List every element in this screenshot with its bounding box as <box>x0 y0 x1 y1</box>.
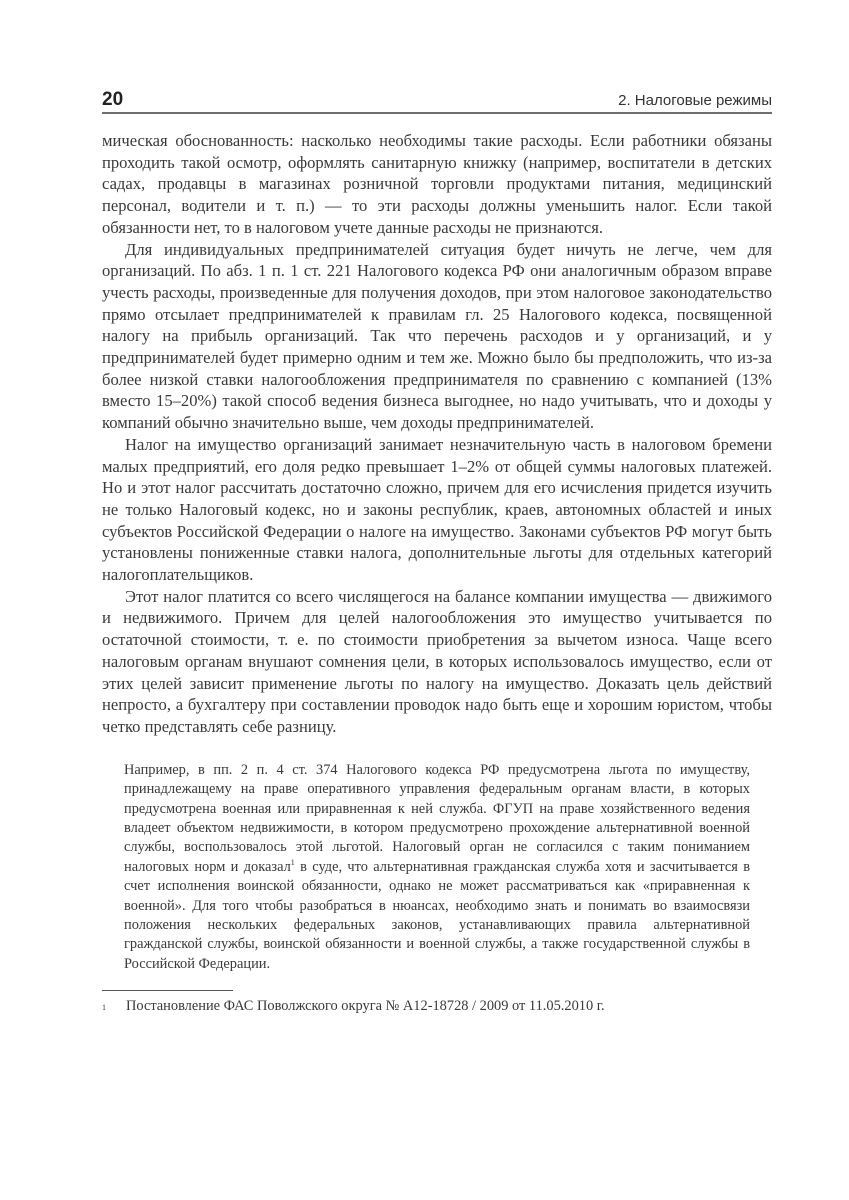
book-page <box>102 86 772 1017</box>
paragraph-property-valuation: Этот налог платится со всего числящегося на балансе компании имущества — движимого и недвижимого. Причем для целей налогообложения это имущество учитывается по остаточной стоимости, т. е. по стоимости приобретения за вычетом износа. Чаще всего налоговым органам внушают сомнения цели, в которых использовалось имущество, если от этих целей зависит применение льготы по налогу на имущество. Доказать цель действий непросто, а бухгалтеру при составлении проводок надо быть еще и хорошим юристом, чтобы четко представлять себе разницу. <box>102 586 772 736</box>
footnote-divider <box>102 990 233 991</box>
paragraph-property-tax: Налог на имущество организаций занимает незначительную часть в налоговом бремени малых предприятий, его доля редко превышает 1–2% от общей суммы налоговых платежей. Но и этот налог рассчитать достаточно сложно, причем для его исчисления придется изучить не только Налоговый кодекс, но и законы республик, краев, автономных областей и иных субъектов Российской Федерации о налоге на имущество. Законами субъектов РФ могут быть установлены пониженные ставки налога, дополнительные льготы для отдельных категорий налогоплательщиков. <box>102 434 772 585</box>
page-number: 20 <box>102 89 124 110</box>
paragraph-continuation: мическая обоснованность: насколько необходимы такие расходы. Если работники обязаны проходить такой осмотр, оформлять санитарную книжку (например, воспитатели в детских садах, продавцы в магазинах розничной торговли продуктами питания, медицинский персонал, водители и т. п.) — то эти расходы должны уменьшить налог. Если такой обязанности нет, то в налоговом учете данные расходы не признаются. <box>102 131 772 237</box>
main-text <box>102 130 772 738</box>
example-text-part1: Например, в пп. 2 п. 4 ст. 374 Налогового кодекса РФ предусмотрена льгота по имуществу, принадлежащему на праве оперативного управления федеральным органам власти, в которых предусмотрена военная или приравненная к ней служба. ФГУП на праве хозяйственного ведения владеет объектом недвижимости, в котором предусмотрено прохождение альтернативной военной службы, воспользовалось этой льготой. Налоговый орган не согласился с таким пониманием налоговых норм и доказал <box>124 761 750 875</box>
chapter-title: 2. Налоговые режимы <box>618 92 772 109</box>
paragraph-entrepreneurs: Для индивидуальных предпринимателей ситуация будет ничуть не легче, чем для организаций. По абз. 1 п. 1 ст. 221 Налогового кодекса РФ они аналогичным образом вправе учесть расходы, произведенные для получения доходов, при этом налоговое законодательство прямо отсылает предпринимателей к правилам гл. 25 Налогового кодекса, посвященной налогу на прибыль организаций. Так что перечень расходов и у организаций, и у предпринимателей будет примерно одним и тем же. Можно было бы предположить, что из-за более низкой ставки налогообложения предпринимателя по сравнению с компанией (13% вместо 15–20%) такой способ ведения бизнеса выгоднее, но надо учитывать, что и доходы у компаний обычно значительно выше, чем доходы предпринимателей. <box>102 239 772 433</box>
example-text-part2: в суде, что альтернативная гражданская служба хотя и засчитывается в счет исполнения воинской обязанности, однако не может рассматриваться как «приравненная к военной». Для того чтобы разобраться в нюансах, необходимо знать и понимать во взаимосвязи положения нескольких федеральных законов, устанавливающих правила альтернативной гражданской службы, воинской обязанности и военной службы, а также государственной службы в Российской Федерации. <box>124 858 750 972</box>
footnote-reference[interactable]: 1 <box>290 857 295 867</box>
footnote <box>102 997 772 1017</box>
footnote-mark: 1 <box>102 1003 106 1013</box>
running-header <box>102 86 772 114</box>
example-block <box>124 761 750 974</box>
footnote-text: Постановление ФАС Поволжского округа № А12-18728 / 2009 от 11.05.2010 г. <box>126 998 605 1015</box>
